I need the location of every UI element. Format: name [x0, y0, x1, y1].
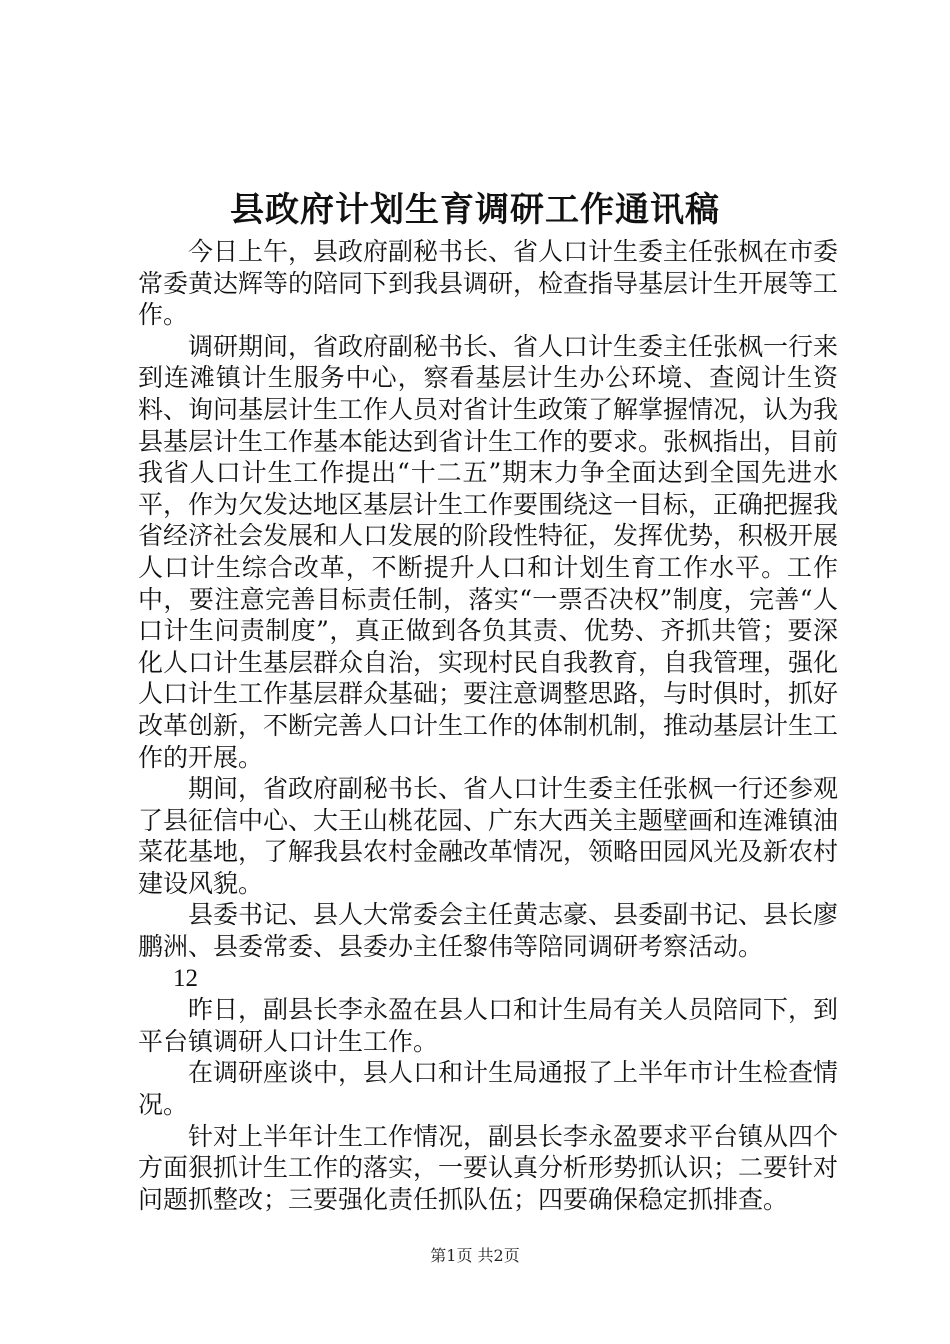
paragraph: 在调研座谈中，县人口和计生局通报了上半年市计生检查情况。: [138, 1058, 839, 1120]
paragraph: 昨日，副县长李永盈在县人口和计生局有关人员陪同下，到平台镇调研人口计生工作。: [138, 995, 839, 1056]
paragraph: 县委书记、县人大常委会主任黄志豪、县委副书记、县长廖鹏洲、县委常委、县委办主任黎伟等陪同调研考察活动。: [138, 900, 839, 962]
paragraph: 调研期间，省政府副秘书长、省人口计生委主任张枫一行来到连滩镇计生服务中心，察看基层计生办公环境、查阅计生资料、询问基层计生工作人员对省计生政策了解掌握情况，认为我县基层计生工作基本能达到省计生工作的要求。张枫指出，目前我省人口计生工作提出“十二五”期末力争全面达到全国先进水平，作为欠发达地区基层计生工作要围绕这一目标，正确把握我省经济社会发展和人口发展的阶段性特征，发挥优势，积极开展人口计生综合改革，不断提升人口和计划生育工作水平。工作中，要注意完善目标责任制，落实“一票否决权”制度，完善“人口计生问责制度”，真正做到各负其责、优势、齐抓共管；要深化人口计生基层群众自治，实现村民自我教育，自我管理，强化人口计生工作基层群众基础；要注意调整思路，与时俱时，抓好改革创新，不断完善人口计生工作的体制机制，推动基层计生工作的开展。: [138, 331, 839, 772]
document-body: [138, 236, 838, 1215]
document-title: 县政府计划生育调研工作通讯稿: [230, 190, 720, 230]
paragraph: 今日上午，县政府副秘书长、省人口计生委主任张枫在市委常委黄达辉等的陪同下到我县调研，检查指导基层计生开展等工作。: [138, 237, 839, 330]
paragraph: 期间，省政府副秘书长、省人口计生委主任张枫一行还参观了县征信中心、大王山桃花园、广东大西关主题壁画和连滩镇油菜花基地，了解我县农村金融改革情况，领略田园风光及新农村建设风貌。: [138, 774, 839, 898]
paragraph-number: 12: [173, 964, 198, 992]
page-footer: 第1页 共2页: [430, 1246, 520, 1265]
paragraph: 针对上半年计生工作情况，副县长李永盈要求平台镇从四个方面狠抓计生工作的落实，一要认真分析形势抓认识；二要针对问题抓整改；三要强化责任抓队伍；四要确保稳定抓排查。: [138, 1121, 839, 1214]
